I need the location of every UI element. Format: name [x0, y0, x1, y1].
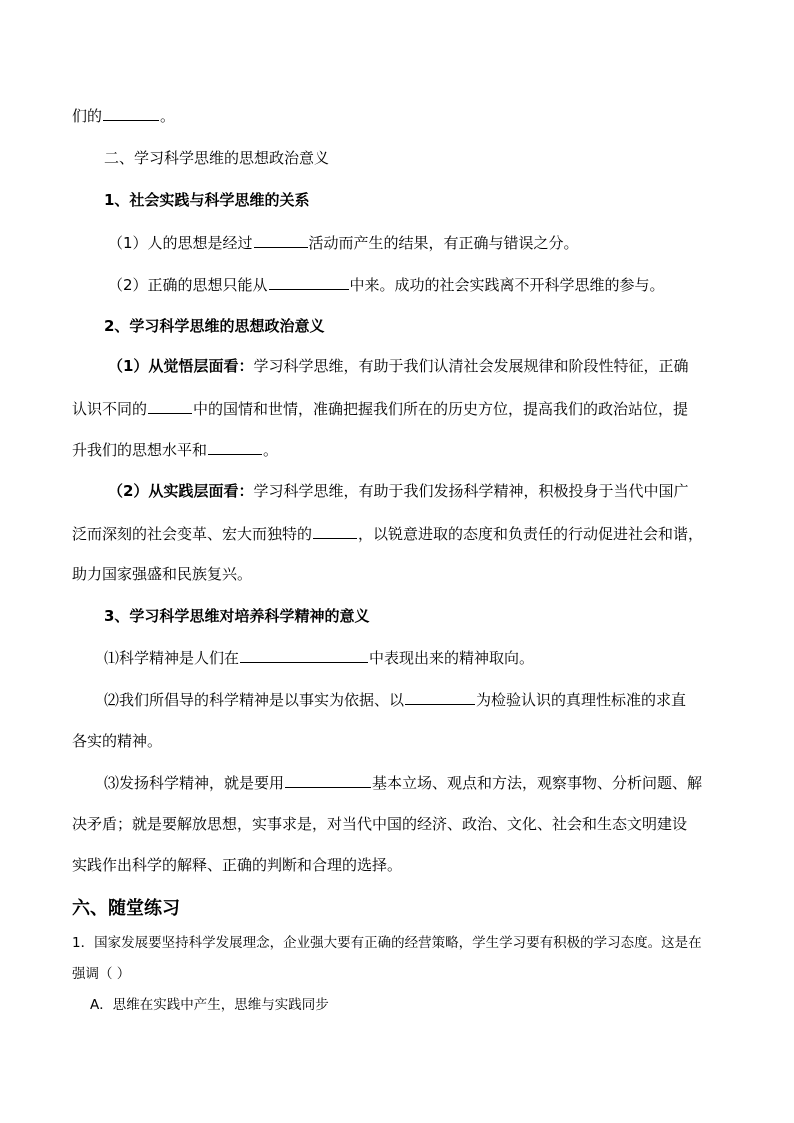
section-heading: 六、随堂练习 [72, 898, 180, 919]
paragraph-line [72, 814, 687, 834]
fill-blank [254, 232, 308, 248]
text: ，以锐意进取的态度和负责任的行动促进社会和谐， [358, 525, 704, 543]
fill-blank [269, 274, 349, 290]
text: 助力国家强盛和民族复兴。 [72, 565, 253, 583]
text: 活动而产生的结果，有正确与错误之分。 [308, 234, 579, 252]
paragraph-line [72, 855, 402, 875]
text: 决矛盾；就是要解放思想，实事求是，对当代中国的经济、政治、文化、社会和生态文明建设 [72, 815, 688, 833]
fill-blank [240, 647, 368, 663]
section-heading: 二、学习科学思维的思想政治意义 [104, 149, 330, 167]
text: 。 [263, 441, 279, 459]
text: ⑴科学精神是人们在 [104, 649, 240, 667]
fill-blank [208, 439, 262, 455]
question-option-a [90, 995, 329, 1015]
paragraph-line [108, 356, 688, 376]
text: 强调（ ） [72, 966, 131, 982]
text: 学习科学思维，有助于我们发扬科学精神，积极投身于当代中国广 [253, 482, 689, 500]
paragraph-line [104, 772, 702, 793]
paragraph-line [104, 689, 686, 710]
fill-blank [405, 689, 475, 705]
text: 实践作出科学的解释、正确的判断和合理的选择。 [72, 856, 403, 874]
text: ⑵我们所倡导的科学精神是以事实为依据、以 [104, 691, 405, 709]
paragraph-line [72, 731, 162, 751]
text: 学习科学思维，有助于我们认清社会发展规律和阶段性特征，正确 [253, 357, 689, 375]
text: 为检验认识的真理性标准的求直 [476, 691, 687, 709]
paragraph-line [108, 232, 579, 253]
text: 泛而深刻的社会变革、宏大而独特的 [72, 525, 313, 543]
paragraph-line [108, 274, 665, 295]
text: 1．国家发展要坚持科学发展理念，企业强大要有正确的经营策略，学生学习要有积极的学习态度。这是在 [72, 935, 702, 951]
text: A．思维在实践中产生，思维与实践同步 [90, 997, 329, 1013]
paragraph-line [72, 523, 703, 544]
paragraph-line [104, 647, 534, 668]
paragraph-line [108, 481, 688, 501]
text: 。 [160, 107, 176, 125]
fill-blank [103, 105, 159, 121]
label: （2）从实践层面看： [108, 482, 254, 500]
text: 升我们的思想水平和 [72, 441, 208, 459]
text: 认识不同的 [72, 400, 148, 418]
text: 中的国情和世情，准确把握我们所在的历史方位，提高我们的政治站位，提 [193, 400, 689, 418]
paragraph-line [72, 564, 252, 584]
text: 基本立场、观点和方法，观察事物、分析问题、解 [372, 774, 703, 792]
text: 中来。成功的社会实践离不开科学思维的参与。 [349, 276, 665, 294]
text: （2）正确的思想只能从 [108, 276, 268, 294]
text: 中表现出来的精神取向。 [369, 649, 535, 667]
subsection-heading: 2、学习科学思维的思想政治意义 [104, 317, 325, 335]
paragraph-line [72, 439, 278, 460]
text: 们的 [72, 107, 103, 125]
question-stem [72, 933, 702, 953]
paragraph-line [72, 398, 688, 419]
question-stem [72, 964, 130, 984]
text: ⑶发扬科学精神，就是要用 [104, 774, 285, 792]
paragraph-line [72, 105, 175, 126]
fill-blank [148, 398, 192, 414]
fill-blank [285, 772, 371, 788]
fill-blank [313, 523, 357, 539]
label: （1）从觉悟层面看： [108, 357, 254, 375]
subsection-heading: 1、社会实践与科学思维的关系 [104, 191, 310, 209]
text: （1）人的思想是经过 [108, 234, 253, 252]
subsection-heading: 3、学习科学思维对培养科学精神的意义 [104, 607, 370, 625]
text: 各实的精神。 [72, 732, 163, 750]
